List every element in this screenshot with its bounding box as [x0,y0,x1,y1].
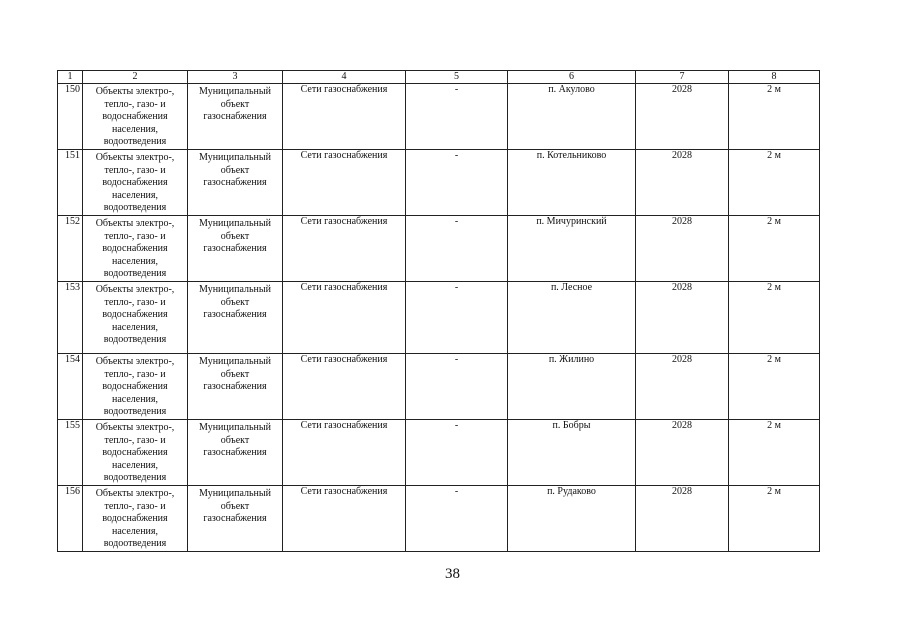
object-category-cell-line: Муниципальный [199,488,271,499]
object-category-cell-line: газоснабжения [203,513,267,524]
table-row [58,420,820,486]
object-category-cell-line: объект [220,296,250,308]
planned-objects-table [57,70,820,552]
header-row [58,71,820,84]
object-type-cell [83,420,188,486]
row-number-cell: 156 [58,486,83,552]
object-type-cell-line: тепло-, газо- и [104,368,166,380]
table-row [58,282,820,354]
object-type-cell-line: водоотведения [103,334,167,345]
object-category-cell-line: Муниципальный [199,356,271,367]
object-type-cell-line: водоснабжения [102,309,168,320]
table-row [58,354,820,420]
object-name-cell: Сети газоснабжения [283,486,406,552]
column-5-cell: - [406,150,508,216]
year-cell: 2028 [636,486,729,552]
object-category-cell-line: газоснабжения [203,309,267,320]
row-number-cell: 155 [58,420,83,486]
object-name-cell: Сети газоснабжения [283,216,406,282]
column-header: 1 [58,71,83,84]
object-type-cell-line: Объекты электро-, [95,152,175,163]
object-category-cell [188,150,283,216]
object-name-cell: Сети газоснабжения [283,282,406,354]
object-type-cell-line: Объекты электро-, [95,284,175,295]
object-name-cell: Сети газоснабжения [283,420,406,486]
size-cell: 2 м [729,420,820,486]
object-category-cell-line: Муниципальный [199,152,271,163]
row-number-cell: 154 [58,354,83,420]
size-cell: 2 м [729,354,820,420]
object-type-cell-line: водоотведения [103,268,167,279]
object-type-cell-line: водоснабжения [102,111,168,122]
object-category-cell [188,420,283,486]
object-type-cell-line: населения, [111,123,159,135]
column-5-cell: - [406,282,508,354]
object-type-cell-line: водоснабжения [102,177,168,188]
object-type-cell [83,486,188,552]
object-type-cell-line: водоотведения [103,136,167,147]
column-5-cell: - [406,216,508,282]
object-type-cell-line: населения, [111,255,159,267]
object-category-cell-line: газоснабжения [203,381,267,392]
column-header: 3 [188,71,283,84]
object-category-cell-line: объект [220,230,250,242]
page-number: 38 [445,566,460,582]
object-category-cell-line: объект [220,368,250,380]
location-cell: п. Акулово [508,84,636,150]
object-type-cell-line: водоснабжения [102,243,168,254]
table-row [58,486,820,552]
object-type-cell [83,84,188,150]
row-number-cell: 152 [58,216,83,282]
object-name-cell: Сети газоснабжения [283,150,406,216]
object-type-cell-line: водоотведения [103,202,167,213]
object-category-cell-line: газоснабжения [203,111,267,122]
object-name-cell: Сети газоснабжения [283,354,406,420]
column-5-cell: - [406,420,508,486]
object-type-cell-line: водоснабжения [102,513,168,524]
object-category-cell-line: газоснабжения [203,243,267,254]
object-type-cell-line: тепло-, газо- и [104,164,166,176]
size-cell: 2 м [729,282,820,354]
object-type-cell [83,216,188,282]
location-cell: п. Лесное [508,282,636,354]
location-cell: п. Бобры [508,420,636,486]
object-category-cell-line: газоснабжения [203,447,267,458]
object-category-cell [188,282,283,354]
object-category-cell-line: Муниципальный [199,218,271,229]
object-type-cell-line: Объекты электро-, [95,218,175,229]
table-row [58,216,820,282]
object-category-cell [188,216,283,282]
object-type-cell-line: водоотведения [103,472,167,483]
column-5-cell: - [406,354,508,420]
column-5-cell: - [406,84,508,150]
object-type-cell-line: водоснабжения [102,447,168,458]
size-cell: 2 м [729,216,820,282]
object-type-cell-line: населения, [111,189,159,201]
object-category-cell-line: Муниципальный [199,86,271,97]
object-category-cell-line: газоснабжения [203,177,267,188]
object-category-cell-line: объект [220,98,250,110]
column-header: 4 [283,71,406,84]
size-cell: 2 м [729,84,820,150]
object-category-cell [188,84,283,150]
object-type-cell-line: тепло-, газо- и [104,230,166,242]
object-type-cell-line: населения, [111,321,159,333]
object-type-cell-line: Объекты электро-, [95,86,175,97]
object-type-cell-line: тепло-, газо- и [104,500,166,512]
object-name-cell: Сети газоснабжения [283,84,406,150]
object-type-cell-line: тепло-, газо- и [104,296,166,308]
year-cell: 2028 [636,84,729,150]
year-cell: 2028 [636,282,729,354]
table-row [58,150,820,216]
object-type-cell-line: водоснабжения [102,381,168,392]
year-cell: 2028 [636,150,729,216]
object-type-cell [83,150,188,216]
object-category-cell-line: объект [220,164,250,176]
column-header: 6 [508,71,636,84]
object-category-cell-line: объект [220,500,250,512]
column-header: 2 [83,71,188,84]
location-cell: п. Рудаково [508,486,636,552]
row-number-cell: 150 [58,84,83,150]
object-type-cell-line: тепло-, газо- и [104,434,166,446]
location-cell: п. Мичуринский [508,216,636,282]
object-type-cell-line: водоотведения [103,538,167,549]
table-row [58,84,820,150]
object-category-cell [188,486,283,552]
object-category-cell-line: Муниципальный [199,284,271,295]
object-type-cell-line: населения, [111,459,159,471]
object-category-cell-line: объект [220,434,250,446]
object-category-cell [188,354,283,420]
location-cell: п. Жилино [508,354,636,420]
year-cell: 2028 [636,420,729,486]
object-type-cell-line: населения, [111,393,159,405]
object-type-cell [83,354,188,420]
row-number-cell: 151 [58,150,83,216]
year-cell: 2028 [636,216,729,282]
object-type-cell-line: Объекты электро-, [95,488,175,499]
location-cell: п. Котельниково [508,150,636,216]
year-cell: 2028 [636,354,729,420]
object-type-cell-line: тепло-, газо- и [104,98,166,110]
size-cell: 2 м [729,486,820,552]
object-type-cell-line: Объекты электро-, [95,422,175,433]
column-header: 7 [636,71,729,84]
object-type-cell-line: Объекты электро-, [95,356,175,367]
table-body [58,84,820,552]
column-5-cell: - [406,486,508,552]
object-type-cell-line: населения, [111,525,159,537]
column-header: 5 [406,71,508,84]
object-category-cell-line: Муниципальный [199,422,271,433]
column-header: 8 [729,71,820,84]
object-type-cell [83,282,188,354]
object-type-cell-line: водоотведения [103,406,167,417]
row-number-cell: 153 [58,282,83,354]
size-cell: 2 м [729,150,820,216]
